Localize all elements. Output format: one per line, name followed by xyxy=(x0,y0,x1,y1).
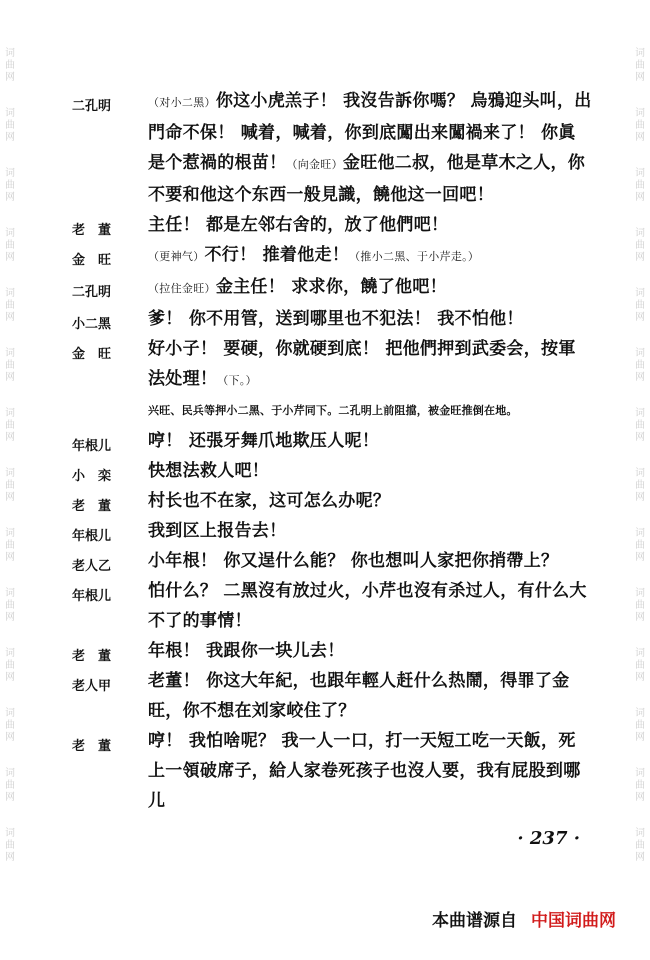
dialogue-text xyxy=(148,210,592,240)
watermark-unit xyxy=(5,48,15,84)
speech: 哼！ 还張牙舞爪地欺压人呢！ xyxy=(148,431,380,451)
speech: 主任！ 都是左邻右舍的，放了他們吧！ xyxy=(148,215,449,235)
watermark-char: 曲 xyxy=(5,600,15,611)
watermark-char: 曲 xyxy=(5,240,15,251)
watermark-char: 曲 xyxy=(635,60,645,71)
watermark-char: 词 xyxy=(635,648,645,659)
watermark-char: 词 xyxy=(635,828,645,839)
dialogue-line xyxy=(72,210,592,240)
dialogue-line xyxy=(72,546,592,576)
watermark-char: 词 xyxy=(635,348,645,359)
speaker-name: 老人甲 xyxy=(72,679,112,694)
watermark-unit xyxy=(5,588,15,624)
watermark-unit xyxy=(635,288,645,324)
watermark-char: 词 xyxy=(635,588,645,599)
watermark-char: 曲 xyxy=(5,540,15,551)
watermark-char: 网 xyxy=(635,432,645,443)
speaker-name: 金 旺 xyxy=(72,253,112,268)
watermark-char: 网 xyxy=(5,432,15,443)
watermark-unit xyxy=(635,768,645,804)
stage-note: （向金旺） xyxy=(286,158,343,171)
watermark-unit xyxy=(635,108,645,144)
watermark-char: 词 xyxy=(5,708,15,719)
speech: 好小子！ 要硬，你就硬到底！ 把他們押到武委会，按軍法处理！ xyxy=(148,339,576,389)
watermark-unit xyxy=(5,348,15,384)
watermark-unit xyxy=(635,828,645,864)
watermark-char: 网 xyxy=(635,792,645,803)
speech: 老董！ 你这大年紀，也跟年輕人赶什么热鬧，得罪了金旺，你不想在刘家峧住了？ xyxy=(148,671,570,721)
watermark-char: 曲 xyxy=(5,720,15,731)
speaker-name: 二孔明 xyxy=(72,99,112,114)
dialogue-text xyxy=(148,636,592,666)
dialogue-line xyxy=(72,456,592,486)
watermark-char: 网 xyxy=(635,312,645,323)
watermark-char: 词 xyxy=(5,648,15,659)
dialogue-text xyxy=(148,86,592,210)
stage-note: （对小二黑） xyxy=(148,96,216,109)
dialogue-line xyxy=(72,272,592,304)
dialogue-line xyxy=(72,334,592,396)
dialogue-line xyxy=(72,516,592,546)
watermark-unit xyxy=(635,468,645,504)
watermark-char: 曲 xyxy=(5,780,15,791)
dialogue-line xyxy=(72,726,592,816)
watermark-unit xyxy=(635,168,645,204)
speech: 金旺他二叔，他是草木之人，你不要和他这个东西一般見識，饒他这一回吧！ xyxy=(148,153,586,205)
watermark-unit xyxy=(635,228,645,264)
watermark-char: 曲 xyxy=(5,300,15,311)
watermark-char: 词 xyxy=(635,528,645,539)
watermark-char: 曲 xyxy=(5,480,15,491)
watermark-char: 网 xyxy=(635,492,645,503)
speaker-name: 金 旺 xyxy=(72,347,112,362)
dialogue-text xyxy=(148,576,592,636)
stage-note: （下。） xyxy=(217,374,257,387)
watermark-char: 曲 xyxy=(635,180,645,191)
watermark-char: 网 xyxy=(5,192,15,203)
speaker-name: 年根儿 xyxy=(72,589,112,604)
stage-note: （更神气） xyxy=(148,250,205,263)
footer-source-text: 本曲谱源自 xyxy=(432,911,517,931)
watermark-char: 词 xyxy=(5,168,15,179)
watermark-unit xyxy=(5,828,15,864)
watermark-char: 网 xyxy=(5,492,15,503)
watermark-char: 网 xyxy=(5,252,15,263)
watermark-char: 词 xyxy=(5,348,15,359)
page-number: · 237 · xyxy=(517,828,580,849)
dialogue-text xyxy=(148,334,592,396)
watermark-char: 网 xyxy=(5,132,15,143)
speaker-name: 小 栾 xyxy=(72,469,112,484)
watermark-char: 词 xyxy=(5,468,15,479)
speech: 村长也不在家，这可怎么办呢？ xyxy=(148,491,391,511)
watermark-char: 词 xyxy=(635,168,645,179)
watermark-unit xyxy=(5,228,15,264)
dialogue-text xyxy=(148,456,592,486)
stage-direction xyxy=(72,396,592,426)
watermark-char: 网 xyxy=(5,852,15,863)
watermark-char: 网 xyxy=(5,732,15,743)
watermark-char: 词 xyxy=(635,708,645,719)
watermark-char: 网 xyxy=(5,72,15,83)
watermark-char: 网 xyxy=(635,252,645,263)
speaker-name: 年根儿 xyxy=(72,439,112,454)
watermark-char: 曲 xyxy=(635,660,645,671)
watermark-char: 词 xyxy=(5,408,15,419)
watermark-char: 词 xyxy=(635,228,645,239)
dialogue-line xyxy=(72,666,592,726)
watermark-char: 曲 xyxy=(5,660,15,671)
watermark-char: 词 xyxy=(5,48,15,59)
watermark-char: 曲 xyxy=(635,360,645,371)
watermark-char: 网 xyxy=(635,672,645,683)
speech: 哼！ 我怕啥呢？ 我一人一口，打一天短工吃一天飯，死上一領破席子，給人家卷死孩子也沒人要，我有屁股到哪儿 xyxy=(148,731,581,811)
watermark-char: 网 xyxy=(635,612,645,623)
script-body xyxy=(72,86,592,816)
speaker-name: 年根儿 xyxy=(72,529,112,544)
watermark-char: 网 xyxy=(5,372,15,383)
watermark-char: 曲 xyxy=(635,120,645,131)
watermark-char: 词 xyxy=(5,588,15,599)
watermark-char: 词 xyxy=(5,288,15,299)
watermark-char: 网 xyxy=(5,312,15,323)
speech: 金主任！ 求求你，饒了他吧！ xyxy=(215,277,447,297)
watermark-unit xyxy=(5,768,15,804)
watermark-char: 词 xyxy=(635,108,645,119)
watermark-char: 曲 xyxy=(635,240,645,251)
watermark-char: 曲 xyxy=(635,480,645,491)
speaker-name: 老 董 xyxy=(72,499,112,514)
dialogue-text xyxy=(148,546,592,576)
speech: 你这小虎羔子！ 我沒告訴你嗎？ 烏鴉迎头叫，出門命不保！ 喊着，喊着，你到底闖出来闖禍来了！ 你眞是个惹禍的根苗！ xyxy=(148,91,592,173)
watermark-char: 词 xyxy=(635,408,645,419)
watermark-char: 词 xyxy=(5,528,15,539)
dialogue-text xyxy=(148,516,592,546)
dialogue-text xyxy=(148,272,592,304)
watermark-char: 曲 xyxy=(5,420,15,431)
footer-source xyxy=(432,906,616,931)
watermark-char: 网 xyxy=(635,732,645,743)
watermark-char: 曲 xyxy=(635,600,645,611)
watermark-unit xyxy=(5,168,15,204)
dialogue-line xyxy=(72,86,592,210)
dialogue-text xyxy=(148,240,592,272)
watermark-char: 词 xyxy=(5,228,15,239)
speaker-name: 老 董 xyxy=(72,223,112,238)
watermark-unit xyxy=(5,408,15,444)
side-watermark-left xyxy=(0,0,20,960)
watermark-unit xyxy=(635,348,645,384)
watermark-char: 词 xyxy=(5,768,15,779)
watermark-char: 网 xyxy=(635,552,645,563)
dialogue-line xyxy=(72,486,592,516)
watermark-char: 曲 xyxy=(635,840,645,851)
watermark-char: 曲 xyxy=(635,780,645,791)
watermark-unit xyxy=(635,408,645,444)
watermark-char: 网 xyxy=(635,72,645,83)
watermark-char: 曲 xyxy=(635,300,645,311)
watermark-char: 网 xyxy=(5,792,15,803)
watermark-char: 网 xyxy=(635,372,645,383)
speaker-name: 二孔明 xyxy=(72,285,112,300)
speech: 小年根！ 你又逞什么能？ 你也想叫人家把你捎帶上？ xyxy=(148,551,559,571)
dialogue-line xyxy=(72,576,592,636)
footer-site-name: 中国词曲网 xyxy=(531,911,616,931)
watermark-char: 网 xyxy=(5,612,15,623)
watermark-unit xyxy=(5,468,15,504)
watermark-char: 曲 xyxy=(5,120,15,131)
watermark-unit xyxy=(5,108,15,144)
stage-direction-text: 兴旺、民兵等押小二黑、于小芹同下。二孔明上前阻擋，被金旺推倒在地。 xyxy=(148,404,518,417)
dialogue-line xyxy=(72,304,592,334)
dialogue-text xyxy=(148,426,592,456)
speech: 快想法救人吧！ xyxy=(148,461,270,481)
speaker-name: 老人乙 xyxy=(72,559,112,574)
watermark-char: 曲 xyxy=(5,60,15,71)
watermark-unit xyxy=(5,708,15,744)
dialogue-line xyxy=(72,636,592,666)
stage-note: （推小二黑、于小芹走。） xyxy=(349,250,480,263)
watermark-unit xyxy=(5,648,15,684)
speaker-name: 小二黑 xyxy=(72,317,112,332)
speaker-name: 老 董 xyxy=(72,649,112,664)
watermark-char: 词 xyxy=(635,468,645,479)
speech: 怕什么？ 二黑沒有放过火，小芹也沒有杀过人，有什么大不了的事情！ xyxy=(148,581,587,631)
watermark-unit xyxy=(635,648,645,684)
watermark-char: 曲 xyxy=(5,180,15,191)
watermark-char: 网 xyxy=(635,132,645,143)
watermark-char: 网 xyxy=(5,552,15,563)
watermark-unit xyxy=(635,48,645,84)
dialogue-text xyxy=(148,726,592,816)
dialogue-text xyxy=(148,304,592,334)
speech: 不行！ 推着他走！ xyxy=(204,245,350,265)
dialogue-text xyxy=(148,486,592,516)
watermark-char: 词 xyxy=(5,108,15,119)
speech: 我到区上报告去！ xyxy=(148,521,287,541)
watermark-unit xyxy=(635,588,645,624)
watermark-char: 曲 xyxy=(5,840,15,851)
watermark-char: 曲 xyxy=(5,360,15,371)
watermark-char: 网 xyxy=(635,192,645,203)
watermark-char: 网 xyxy=(5,672,15,683)
watermark-char: 曲 xyxy=(635,720,645,731)
watermark-char: 网 xyxy=(635,852,645,863)
watermark-char: 曲 xyxy=(635,540,645,551)
speech: 年根！ 我跟你一块儿去！ xyxy=(148,641,345,661)
watermark-unit xyxy=(635,528,645,564)
dialogue-line xyxy=(72,426,592,456)
watermark-char: 词 xyxy=(635,48,645,59)
dialogue-line xyxy=(72,240,592,272)
watermark-unit xyxy=(5,288,15,324)
stage-note: （拉住金旺） xyxy=(148,282,216,295)
speaker-name: 老 董 xyxy=(72,739,112,754)
watermark-unit xyxy=(5,528,15,564)
side-watermark-right xyxy=(630,0,650,960)
watermark-char: 曲 xyxy=(635,420,645,431)
watermark-unit xyxy=(635,708,645,744)
watermark-char: 词 xyxy=(635,768,645,779)
speech: 爹！ 你不用管，送到哪里也不犯法！ 我不怕他！ xyxy=(148,309,524,329)
watermark-char: 词 xyxy=(635,288,645,299)
watermark-char: 词 xyxy=(5,828,15,839)
dialogue-text xyxy=(148,666,592,726)
